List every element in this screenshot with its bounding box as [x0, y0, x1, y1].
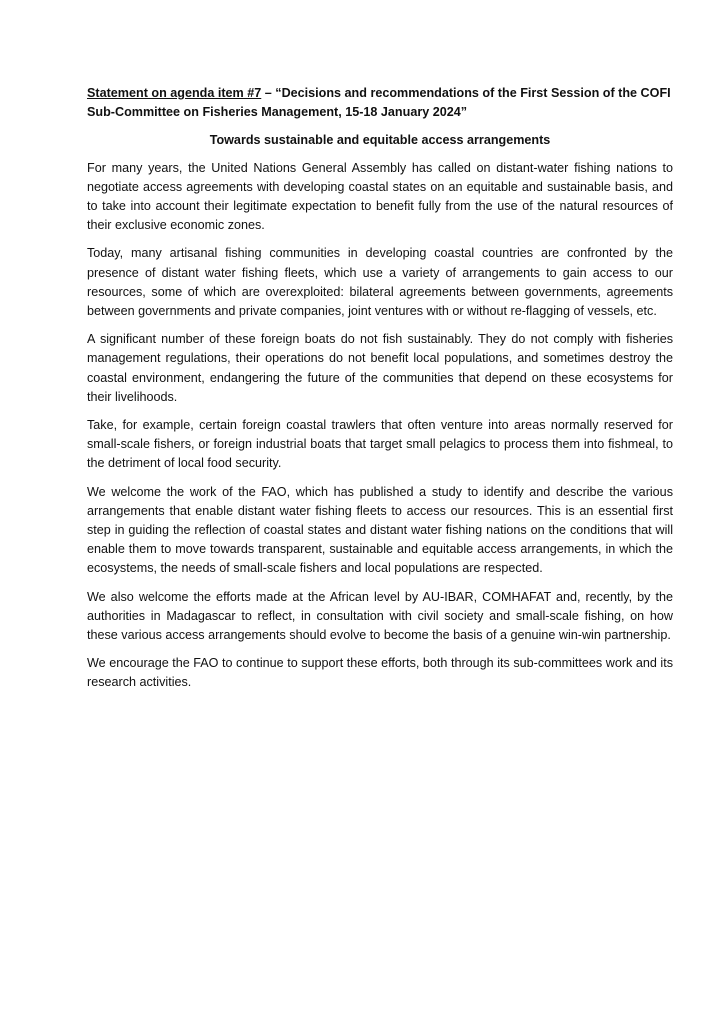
paragraph: We also welcome the efforts made at the African level by AU-IBAR, COMHAFAT and, recently, by the authorities in Madagascar to reflect, in consultation with civil society and small-scale fishing, on how these various access arrangements should evolve to become the basis of a genuine win-win partnership.	[87, 589, 673, 643]
paragraph: Today, many artisanal fishing communities in developing coastal countries are confronted by the presence of distant water fishing fleets, which use a variety of arrangements to gain access to our resources, some of which are overexploited: bilateral agreements between governments, agreements between governments and private companies, joint ventures with or without re-flagging of vessels, etc.	[87, 246, 673, 319]
paragraph: Take, for example, certain foreign coastal trawlers that often venture into areas normally reserved for small-scale fishers, or foreign industrial boats that target small pelagics to process them into fishmeal, to the detriment of local food security.	[87, 418, 673, 471]
statement-heading	[87, 84, 673, 122]
document-subtitle: Towards sustainable and equitable access arrangements	[209, 133, 551, 148]
paragraph: For many years, the United Nations General Assembly has called on distant-water fishing nations to negotiate access agreements with developing coastal states on an equitable and sustainable basis, and to take into account their legitimate expectation to benefit fully from the use of the natural resources of their exclusive economic zones.	[87, 160, 673, 233]
heading-agenda-item: Statement on agenda item #7	[87, 86, 262, 100]
heading-title: – “Decisions and recommendations of the First Session of the COFI Sub-Committee on Fisheries Management, 15-18 January 2024”	[87, 86, 671, 120]
paragraph: We welcome the work of the FAO, which has published a study to identify and describe the various arrangements that enable distant water fishing fleets to access our resources. This is an essential first step in guiding the reflection of coastal states and distant water fishing nations on the conditions that will enable them to move towards transparent, sustainable and equitable access arrangements, in which the ecosystems, the needs of small-scale fishers and local populations are respected.	[87, 484, 673, 576]
paragraph: A significant number of these foreign boats do not fish sustainably. They do not comply with fisheries management regulations, their operations do not benefit local populations, and sometimes destroy the coastal environment, endangering the future of the communities that depend on these ecosystems for their livelihoods.	[87, 332, 673, 404]
document-page	[87, 84, 673, 693]
paragraph: We encourage the FAO to continue to support these efforts, both through its sub-committees work and its research activities.	[87, 656, 673, 690]
